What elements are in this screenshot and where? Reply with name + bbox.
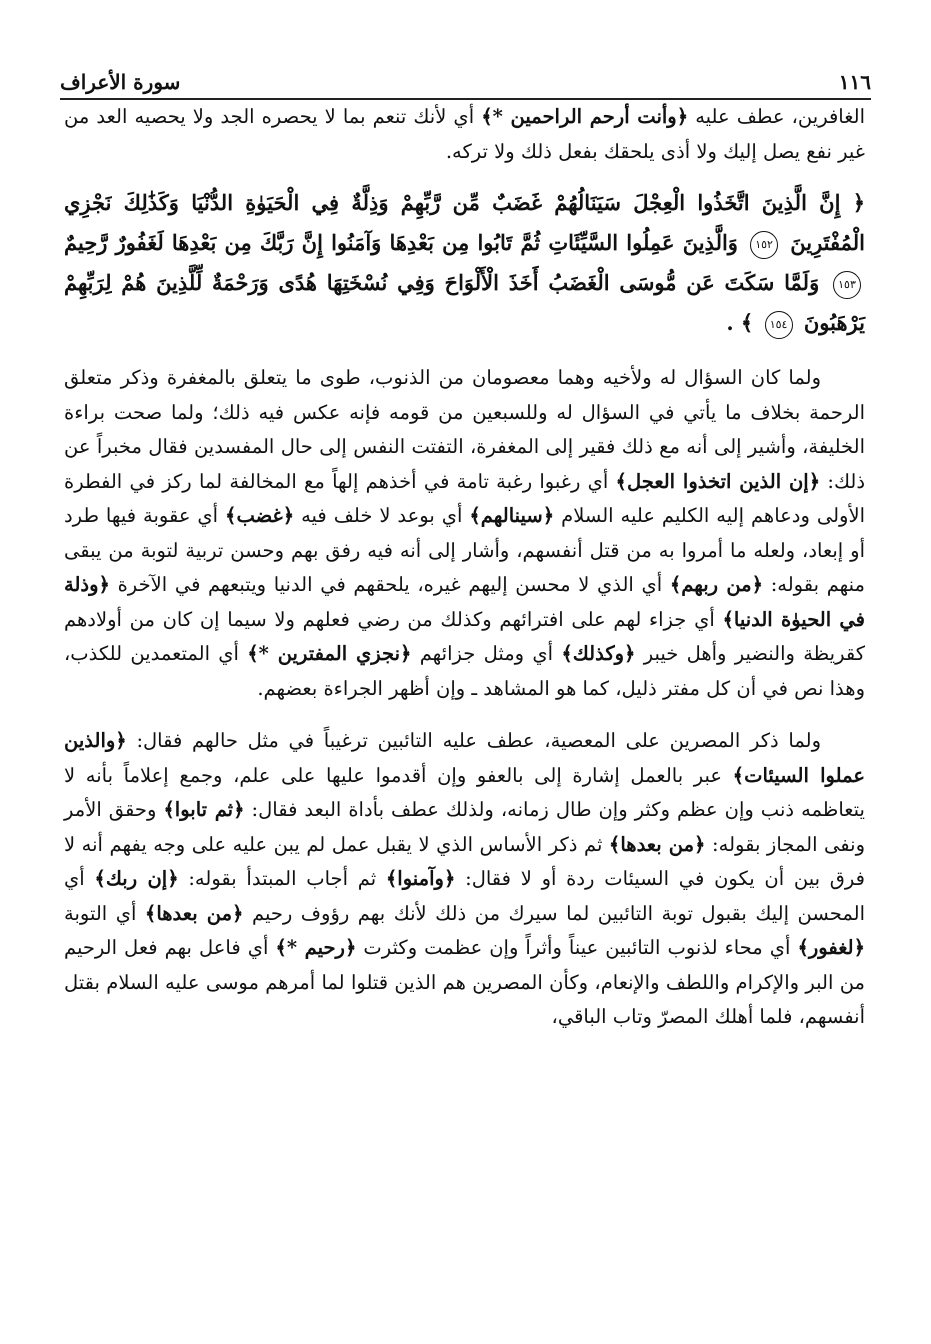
- quote-span: ﴿لغفور﴾: [797, 936, 866, 959]
- text-span: وحقق الأمر ونفى المجاز بقوله:: [64, 798, 865, 856]
- text-span: أي الذي لا محسن إليهم غيره، يلحقهم في الدنيا ويتبعهم في الآخرة: [109, 573, 670, 596]
- bracket-close: ﴾ .: [726, 310, 754, 335]
- text-span: أي بوعد لا خلف فيه: [294, 504, 470, 527]
- quote-span: ﴿من بعدها﴾: [144, 901, 244, 925]
- text-span: ثم أجاب المبتدأ بقوله:: [178, 867, 386, 890]
- quote-span: ﴿وآمنوا﴾: [385, 867, 456, 890]
- text-span: أي المحسن إليك بقبول توبة التائبين لما سيرك من ذلك لأنك بهم رؤوف رحيم: [64, 867, 865, 925]
- quote-span: ﴿والذين عملوا السيئات﴾: [64, 729, 865, 787]
- text-span: أي ومثل جزائهم: [411, 642, 562, 665]
- quote-span: ﴿من ربهم﴾: [669, 573, 764, 596]
- quote-span: ﴿وكذلك﴾: [561, 642, 636, 665]
- text-span: عبر بالعمل إشارة إلى بالعفو وإن أقدموا عليها على علم، وجمع إعلاماً بأنه لا يتعاظمه ذنب وإن عظم وكثر وإن طال زمانه، ولذلك عطف بأداة البعد فقال:: [64, 763, 865, 821]
- quote-span: ﴿إن الذين اتخذوا العجل﴾: [615, 469, 821, 493]
- verse-152: إِنَّ الَّذِينَ اتَّخَذُوا الْعِجْلَ سَيَنَالُهُمْ غَضَبٌ مِّن رَّبِّهِمْ وَذِلَّةٌ فِي الْحَيَوٰةِ الدُّنْيَا وَكَذَٰلِكَ نَجْزِي الْمُفْتَرِينَ: [64, 190, 866, 255]
- page-body: [64, 100, 865, 1035]
- text-span: أي فاعل بهم فعل الرحيم من البر والإكرام واللطف والإنعام، وكأن المصرين هم الذين قتلوا لما أمرهم موسى عليه السلام بقتل أنفسهم، فلما أهلك المصرّ وتاب الباقي،: [64, 936, 865, 1028]
- text-span: أي محاء لذنوب التائبين عيناً وأثراً وإن عظمت وكثرت: [356, 936, 798, 959]
- text-span: أي عقوبة فيها طرد أو إبعاد، ولعله ما أمروا به من قتل أنفسهم، وأشار إلى أنه فيه رفق بهم وحسن تربية لتوبة من يبقى منهم بقوله:: [64, 504, 865, 596]
- text-span: أي لأنك تنعم بما لا يحصره الجد ولا يحصيه العد من غير نفع يصل إليك ولا أذى يلحقك بفعل ذلك ولا تركه.: [64, 105, 865, 163]
- ayah-number-154: ١٥٤: [765, 311, 793, 339]
- quote-span: ﴿وذلة في الحيوٰة الدنيا﴾: [64, 573, 866, 631]
- text-span: ولما ذكر المصرين على المعصية، عطف عليه التائبين ترغيباً في مثل حالهم فقال:: [126, 729, 821, 752]
- quote-span: ﴿نجزي المفترين *﴾: [247, 642, 412, 665]
- quote-span: ﴿من بعدها﴾: [608, 832, 706, 856]
- quote-span: ﴿وأنت أرحم الراحمين *﴾: [481, 105, 689, 128]
- intro-paragraph: [64, 100, 865, 169]
- quote-span: ﴿ثم تابوا﴾: [163, 798, 245, 821]
- ayah-number-153: ١٥٣: [833, 271, 861, 299]
- page-header: [60, 58, 871, 100]
- text-span: ثم ذكر الأساس الذي لا يقبل عمل لم يبن عليه على وجه يفهم أنه لا فرق بين أن يكون في السيئات ردة أو لا فقال:: [64, 832, 865, 890]
- quote-span: ﴿إن ربك﴾: [94, 867, 179, 890]
- ayah-number-152: ١٥٢: [750, 231, 778, 259]
- surah-title: سورة الأعراف: [60, 70, 181, 94]
- quote-span: ﴿غضب﴾: [225, 504, 295, 527]
- quote-span: ﴿رحيم *﴾: [275, 936, 357, 959]
- quote-span: ﴿سينالهم﴾: [469, 504, 555, 527]
- page-number: ١١٦: [838, 70, 871, 94]
- text-span: ولما كان السؤال له ولأخيه وهما معصومان من الذنوب، طوى ما يتعلق بالمغفرة وذكر متعلق الرحمة بخلاف ما يأتي في السؤال له وللسبعين من قومه فإنه عكس فيه ذلك؛ ولما صحت براءة الخليفة، وأشير إلى أنه مع ذلك فقير إلى المغفرة، التفتت النفس إلى حال المفسدين فقال مخبراً عن ذلك:: [64, 366, 866, 493]
- commentary-paragraph-2: [64, 724, 865, 1035]
- text-span: أي رغبوا رغبة تامة في أخذهم إلهاً مع المخالفة لما ركز في الفطرة الأولى ودعاهم إليه الكليم عليه السلام: [64, 469, 865, 527]
- text-span: أي جزاء لهم على افترائهم وكذلك من رضي فعلهم ولا سيما إن كان من أولادهم كقريظة والنضير وأهل خيبر: [64, 607, 865, 665]
- text-span: الغافرين، عطف عليه: [688, 105, 865, 128]
- verse-153: وَالَّذِينَ عَمِلُوا السَّيِّئَاتِ ثُمَّ تَابُوا مِن بَعْدِهَا وَآمَنُوا إِنَّ رَبَّكَ مِن بَعْدِهَا لَغَفُورٌ رَّحِيمٌ: [64, 230, 738, 255]
- text-span: أي المتعمدين للكذب، وهذا نص في أن كل مفتر ذليل، كما هو المشاهد ـ وإن أظهر الجراءة بعضهم.: [64, 642, 865, 700]
- bracket-open: ﴿: [852, 190, 865, 215]
- text-span: أي التوبة: [64, 901, 145, 925]
- verse-154: وَلَمَّا سَكَتَ عَن مُّوسَى الْغَضَبُ أَخَذَ الْأَلْوَاحَ وَفِي نُسْخَتِهَا هُدًى وَرَحْمَةٌ لِّلَّذِينَ هُمْ لِرَبِّهِمْ يَرْهَبُونَ: [64, 270, 865, 335]
- commentary-paragraph-1: [64, 361, 865, 706]
- quran-verses-block: [64, 183, 865, 343]
